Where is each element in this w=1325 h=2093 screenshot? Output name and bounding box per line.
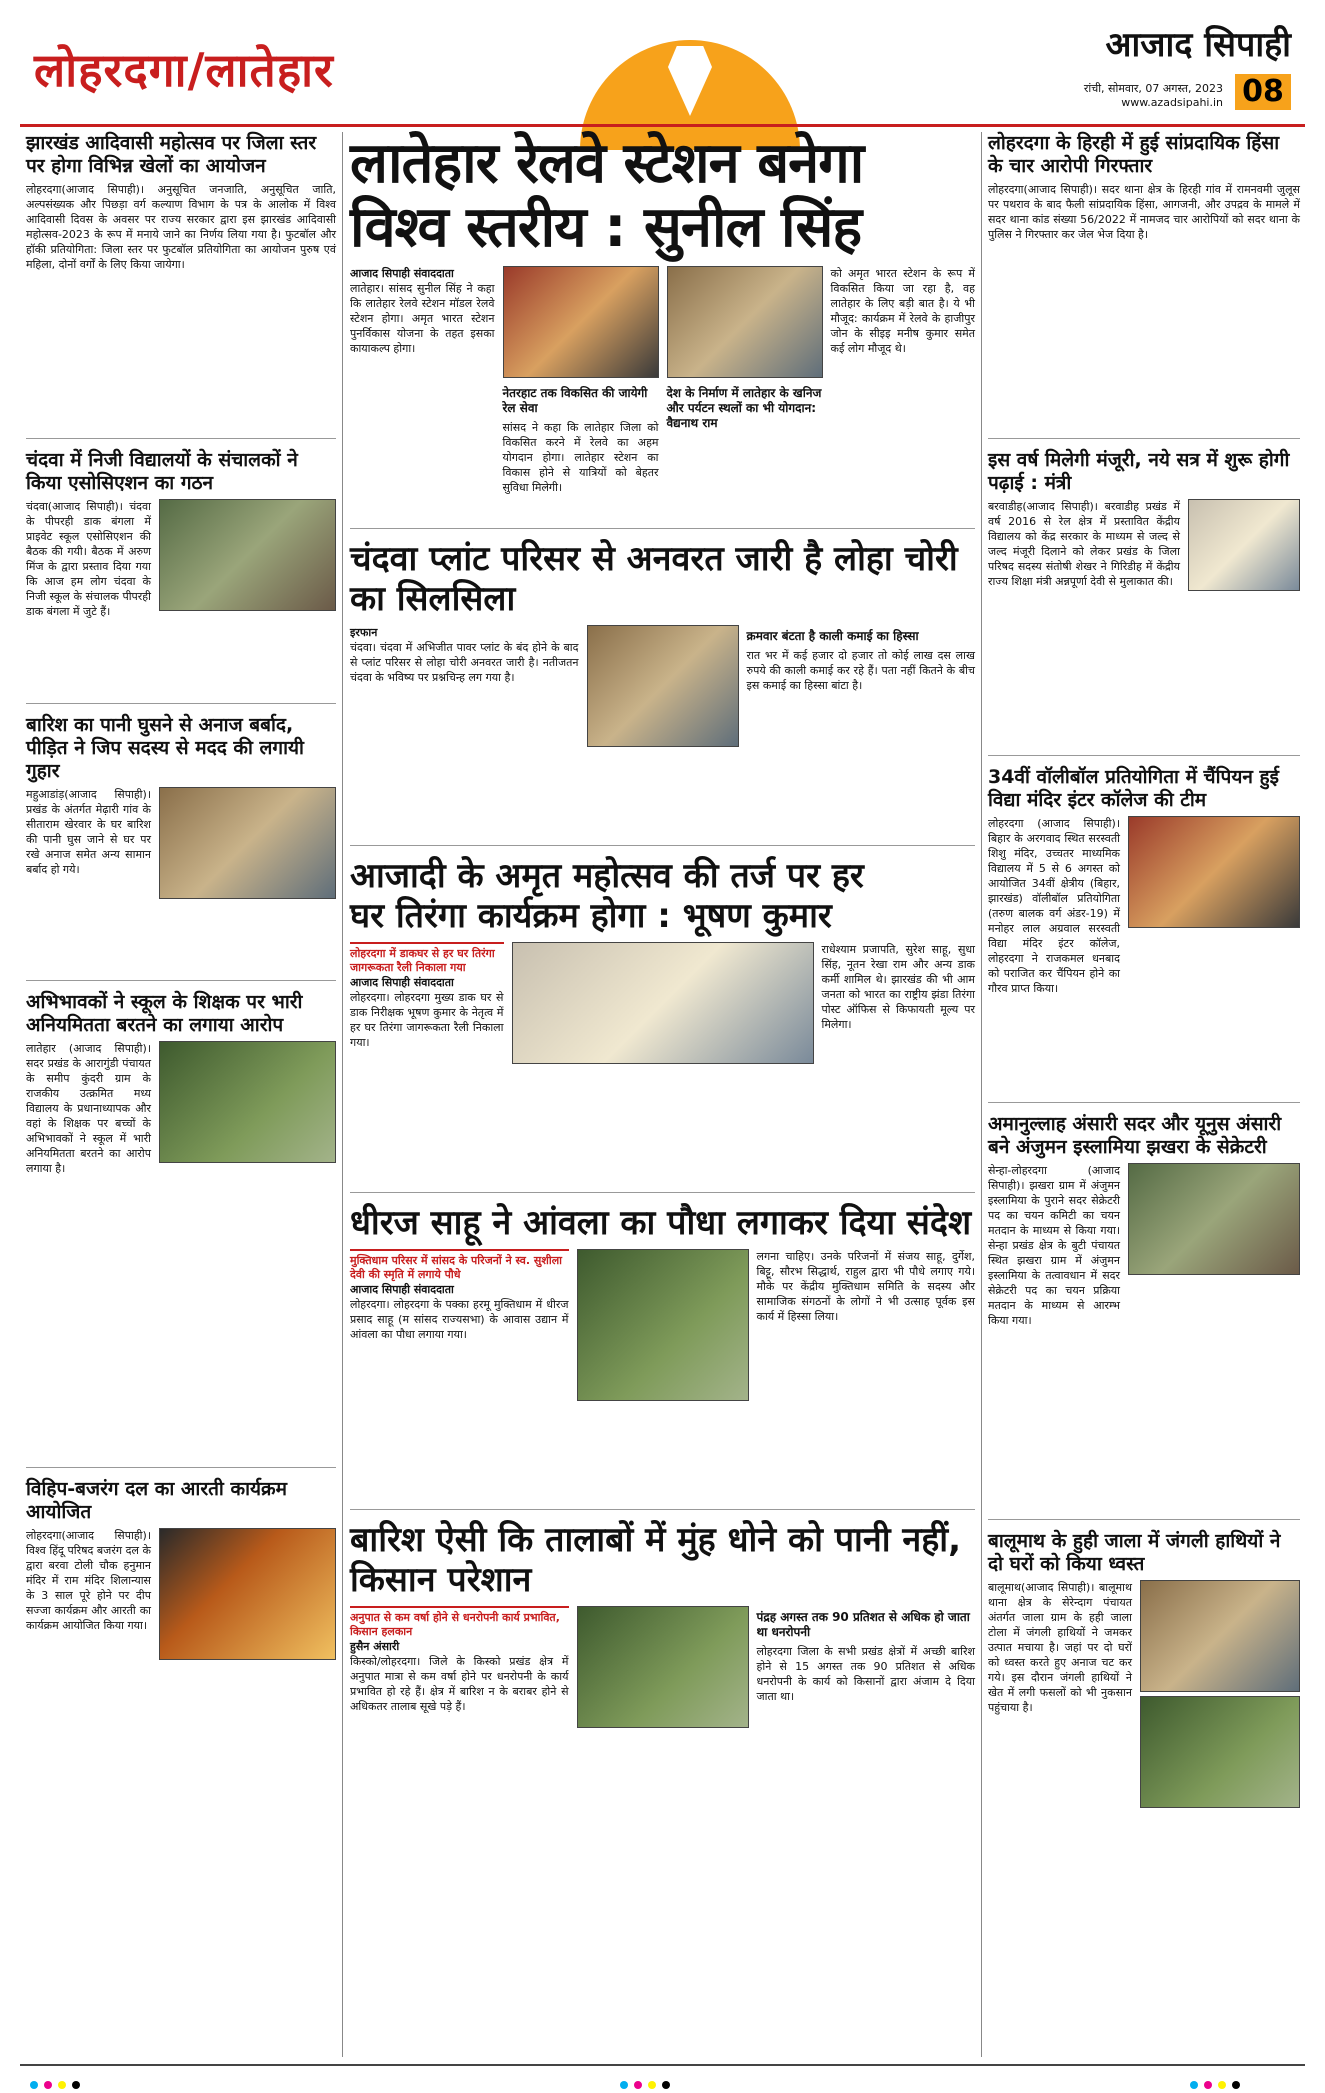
lead-headline-line2: विश्व स्तरीय : सुनील सिंह [350,195,862,260]
pull-quote: लोहरदगा में डाकघर से हर घर तिरंगा जागरूकता रैली निकाला गया [350,942,504,975]
masthead-right [1065,20,1305,66]
photo-flooded-house [159,787,336,899]
lead-text-col [831,266,976,499]
story-body: लोहरदगा। लोहरदगा के पक्का हरमू मुक्तिधाम में धीरज प्रसाद साहू (म सांसद राज्यसभा) के आवास उद्यान में आंवला का पौधा लगाया गया। [350,1298,569,1341]
lead-story-railway [350,132,975,529]
story-school-irregularity [26,991,336,1468]
story-body: बरवाडीह(आजाद सिपाही)। बरवाडीह प्रखंड में वर्ष 2016 से रेल क्षेत्र में प्रस्तावित केंद्रीय विद्यालय को केंद्र सरकार के माध्यम से जल्द से जल्द मंजूरी दिलाने को लेकर प्रखंड के जिला परिषद सदस्य संतोषी शेखर ने गिरिडीह में केंद्रीय राज्य शिक्षा मंत्री अन्नपूर्णा देवी से मुलाकात की। [988,500,1180,588]
story-body: लोहरदगा। लोहरदगा मुख्य डाक घर से डाक निरीक्षक भूषण कुमार के नेतृत्व में हर घर तिरंगा जागरूकता रैली निकाला गया। [350,991,504,1049]
story-har-ghar-tiranga [350,856,975,1193]
story-tribal-festival [26,132,336,439]
date-text: रांची, सोमवार, 07 अगस्त, 2023 [1083,82,1223,95]
story-drought-farmers [350,1520,975,1796]
photo-damaged-house [1140,1580,1300,1692]
story-amla-plantation [350,1203,975,1510]
color-registration-marks [30,2074,160,2082]
headline: विहिप-बजरंग दल का आरती कार्यक्रम आयोजित [26,1478,287,1523]
story-body: लातेहार। सांसद सुनील सिंह ने कहा कि लातेहार रेलवे स्टेशन मॉडल रेलवे स्टेशन होगा। अमृत भारत स्टेशन पुनर्विकास योजना के तहत इसका कायाकल्प होगा। [350,282,495,355]
lead-headline-line1: लातेहार रेलवे स्टेशन बनेगा [350,131,864,196]
story-communal-violence-arrest [988,132,1300,439]
photo-audience [667,266,823,378]
byline: आजाद सिपाही संवाददाता [350,1283,454,1296]
subhead: क्रमवार बंटता है काली कमाई का हिस्सा [746,629,919,643]
headline: झारखंड आदिवासी महोत्सव पर जिला स्तर पर होगा विभिन्न खेलों का आयोजन [26,132,317,177]
column-divider [342,132,343,2057]
headline: चंदवा में निजी विद्यालयों के संचालकों ने किया एसोसिएशन का गठन [26,449,298,494]
website-text: www.azadsipahi.in [1121,96,1223,109]
story-body: लोहरदगा(आजाद सिपाही)। अनुसूचित जनजाति, अनुसूचित जाति, अल्पसंख्यक और पिछड़ा वर्ग कल्याण विभाग के पत्र के आलोक में विश्व आदिवासी दिवस के अवसर पर राज्य सरकार द्वारा इस झारखंड आदिवासी महोत्सव-2023 के रूप में मनाये जाने का निर्णय लिया गया है। फुटबॉल और हॉकी प्रतियोगिता: जिला स्तर पर फुटबॉल प्रतियोगिता का आयोजन पुरुष एवं महिला, दोनों वर्गों के लिए किया जायेगा। [26,183,336,271]
headline-line1: आजादी के अमृत महोत्सव की तर्ज पर हर [350,856,864,896]
story-body: लोहरदगा(आजाद सिपाही)। सदर थाना क्षेत्र के हिरही गांव में रामनवमी जुलूस पर पथराव के बाद फैली सांप्रदायिक हिंसा, आगजनी, और उपद्रव के मामले में सदर थाना कांड संख्या 56/2022 में नामजद चार आरोपियों को सदर थाना के पुलिस ने गिरफ्तार कर जेल भेज दिया है। [988,183,1300,241]
byline: इरफान [350,626,378,639]
headline: अमानुल्लाह अंसारी सदर और यूनुस अंसारी बने अंजुमन इस्लामिया झखरा के सेक्रेटरी [988,1113,1282,1158]
headline: चंदवा प्लांट परिसर से अनवरत जारी है लोहा चोरी का सिलसिला [350,539,958,619]
photo-dry-pond [577,1606,749,1728]
lead-text-col [350,266,495,499]
pull-quote: मुक्तिधाम परिसर में सांसद के परिजनों ने स्व. सुशीला देवी की स्मृति में लगाये पौधे [350,1249,569,1282]
photo-diya-lighting [159,1528,336,1660]
headline: लोहरदगा के हिरही में हुई सांप्रदायिक हिंसा के चार आरोपी गिरफ्तार [988,132,1280,177]
lead-photo-block [503,266,823,499]
headline: इस वर्ष मिलेगी मंजूरी, नये सत्र में शुरू होगी पढ़ाई : मंत्री [988,449,1290,494]
headline: 34वीं वॉलीबॉल प्रतियोगिता में चैंपियन हुई विद्या मंदिर इंटर कॉलेज की टीम [988,766,1279,811]
right-column [988,132,1300,1966]
pull-quote: अनुपात से कम वर्षा होने से धनरोपनी कार्य प्रभावित, किसान हलकान [350,1606,569,1639]
story-body: बालूमाथ(आजाद सिपाही)। बालूमाथ थाना क्षेत्र के सेरेन्दाग पंचायत अंतर्गत जाला ग्राम के हही जाला टोला में जंगली हाथियों ने जमकर उत्पात मचाया है। जहां पर दो घरों को ध्वस्त करते हुए अनाज चट कर गये। इस दौरान जंगली हाथियों ने खेत में लगी फसलों को भी नुकसान पहुंचाया है। [988,1581,1132,1714]
dateline [1084,82,1223,110]
story-body: चंदवा(आजाद सिपाही)। चंदवा के पीपरही डाक बंगला में प्राइवेट स्कूल एसोसिएशन की बैठक की गयी। बैठक में अरुण मिंज के द्वारा प्रस्ताव दिया गया कि आज हम लोग चंदवा के निजी स्कूल के संचालक पीपरही डाक बंगला में जुटे हैं। [26,500,151,618]
headline: बारिश ऐसी कि तालाबों में मुंह धोने को पानी नहीं, किसान परेशान [350,1520,962,1600]
color-registration-marks [620,2074,750,2082]
byline: हुसैन अंसारी [350,1640,400,1653]
story-body: राधेश्याम प्रजापति, सुरेश साहू, सुधा सिंह, नूतन रेखा राम और अन्य डाक कर्मी शामिल थे। झारखंड की भी आम जनता को भारत का राष्ट्रीय झंडा तिरंगा पोस्ट ऑफिस से किफायती मूल्य पर मिलेगा। [821,943,975,1031]
story-rain-damage [26,714,336,981]
headline-line2: घर तिरंगा कार्यक्रम होगा : भूषण कुमार [350,896,832,936]
subhead: नेतरहाट तक विकसित की जायेगी रेल सेवा [502,386,648,415]
newspaper-page [20,12,1305,2072]
story-body: लातेहार (आजाद सिपाही)। सदर प्रखंड के आरागुंडी पंचायत के समीप कुंदरी ग्राम के राजकीय उत्क्रमित मध्य विद्यालय के प्रधानाध्यापक और वहां के शिक्षक पर बच्चों के अभिभावकों ने स्कूल में भारी अनियमितता बरतने का आरोप लगाया है। [26,1042,151,1175]
masthead [20,12,1305,124]
photo-tiranga-rally [512,942,814,1064]
story-body: लगना चाहिए। उनके परिजनों में संजय साहू, दुर्गेश, बिट्टू, सौरभ सिद्धार्थ, राहुल द्वारा भी पौधे लगाए गये। मौके पर केंद्रीय मुक्तिधाम समिति के सदस्य और सामाजिक संगठनों के लोगों ने भी उत्साह पूर्वक इस कार्य में हिस्सा लिया। [756,1250,975,1323]
byline: आजाद सिपाही संवाददाता [350,267,454,280]
story-body: सेन्हा-लोहरदगा (आजाद सिपाही)। झखरा ग्राम में अंजुमन इस्लामिया के पुराने सदर सेक्रेटरी पद का चयन कमिटी का चयन मतदान के माध्यम से किया गया। सेन्हा प्रखंड क्षेत्र के बुटी पंचायत स्थित झखरा ग्राम में अंजुमन इस्लामिया के तत्वावधान में सदर सेक्रेटरी पद का चयन प्रक्रिया मतदान के माध्यम से आरम्भ किया गया। [988,1164,1120,1327]
photo-scrap-bike [587,625,739,747]
subhead: पंद्रह अगस्त तक 90 प्रतिशत से अधिक हो जाता था धनरोपनी [756,1610,970,1639]
story-school-association [26,449,336,704]
photo-stack [1140,1580,1300,1808]
middle-column [350,132,975,1806]
story-body: लोहरदगा(आजाद सिपाही)। विश्व हिंदू परिषद बजरंग दल के द्वारा बरवा टोली चौक हनुमान मंदिर में राम मंदिर शिलान्यास के 3 साल पूरे होने पर दीप सज्जा कार्यक्रम और आरती का कार्यक्रम आयोजित किया गया। [26,1529,151,1632]
story-body: सांसद ने कहा कि लातेहार जिला को विकसित करने में रेलवे का अहम योगदान होगा। लातेहार स्टेशन का विकास होने से यात्रियों को बेहतर सुविधा मिलेगी। [502,421,659,494]
headline: अभिभावकों ने स्कूल के शिक्षक पर भारी अनियमितता बरतने का लगाया आरोप [26,991,303,1036]
headline: बालूमाथ के हुही जाला में जंगली हाथियों ने दो घरों को किया ध्वस्त [988,1530,1281,1575]
page-number: 08 [1235,74,1291,110]
story-kendriya-vidyalaya [988,449,1300,756]
headline: धीरज साहू ने आंवला का पौधा लगाकर दिया संदेश [350,1203,972,1243]
paper-name: आजाद सिपाही [1105,25,1291,65]
photo-crop-damage [1140,1696,1300,1808]
story-body: किस्को/लोहरदगा। जिले के किस्को प्रखंड क्षेत्र में अनुपात मात्रा से कम वर्षा होने पर धनरोपनी के कार्य प्रभावित हो रहे हैं। क्षेत्र में बारिश न के बराबर होने से अधिकतर तालाब सूखे पड़े हैं। [350,1655,569,1713]
color-registration-marks [1190,2074,1320,2082]
photo-volleyball-team [1128,816,1300,928]
story-elephant-attack [988,1530,1300,1956]
section-title: लोहरदगा/लातेहार [34,43,334,97]
column-divider [981,132,982,2057]
photo-minister-meeting [1188,499,1300,591]
story-volleyball [988,766,1300,1103]
story-body: को अमृत भारत स्टेशन के रूप में विकसित किया जा रहा है, वह लातेहार के लिए बड़ी बात है। ये भी मौजूद: कार्यक्रम में रेलवे के हाजीपुर जोन के सीइइ मनीष कुमार समेत कई लोग मौजूद थे। [830,267,975,355]
subhead: देश के निर्माण में लातेहार के खनिज और पर्यटन स्थलों का भी योगदान: वैद्यनाथ राम [666,386,822,430]
story-body: चंदवा। चंदवा में अभिजीत पावर प्लांट के बंद होने के बाद से प्लांट परिसर से लोहा चोरी अनवरत जारी है। नतीजतन चंदवा के भविष्य पर प्रश्नचिन्ह लग गया है। [350,641,579,684]
photo-anjuman-members [1128,1163,1300,1275]
photo-parents-protest [159,1041,336,1163]
story-body: लोहरदगा जिला के सभी प्रखंड क्षेत्रों में अच्छी बारिश होने से 15 अगस्त तक 90 प्रतिशत से अधिक धनरोपनी के कार्य को किसानों द्वारा अंजाम दे दिया जाता था। [756,1645,975,1703]
footer-rule [20,2064,1305,2066]
byline: आजाद सिपाही संवाददाता [350,976,454,989]
story-anjuman-election [988,1113,1300,1520]
story-body: रात भर में कई हजार दो हजार तो कोई लाख दस लाख रुपये की काली कमाई कर रहे हैं। पता नहीं कितने के बीच इस कमाई का हिस्सा बांटा है। [746,649,975,692]
photo-planting [577,1249,749,1401]
story-body: महुआडांड़(आजाद सिपाही)। प्रखंड के अंतर्गत मेढ़ारी गांव के सीताराम खेरवार के घर बारिश की पानी घुस जाने से घर पर रखे अनाज समेत अन्य सामान बर्बाद हो गये। [26,788,151,876]
story-body: लोहरदगा (आजाद सिपाही)। बिहार के अरगवाद स्थित सरस्वती शिशु मंदिर, उच्चतर माध्यमिक विद्यालय में 5 से 6 अगस्त को आयोजित 34वीं क्षेत्रीय (बिहार, झारखंड) वॉलीबॉल प्रतियोगिता (तरुण बालक वर्ग अंडर-19) में मनोहर लाल अग्रवाल सरस्वती विद्या मंदिर इंटर कॉलेज, लोहरदगा ने राजकमल धनबाद को पराजित कर चैंपियन होने का गौरव प्राप्त किया। [988,817,1120,995]
story-vhp-aarti [26,1478,336,1924]
headline: बारिश का पानी घुसने से अनाज बर्बाद, पीड़ित ने जिप सदस्य से मदद की लगायी गुहार [26,714,304,782]
photo-mp-event [503,266,659,378]
masthead-rule [20,124,1305,127]
story-iron-theft [350,539,975,846]
left-column [26,132,336,1934]
photo-meeting [159,499,336,611]
